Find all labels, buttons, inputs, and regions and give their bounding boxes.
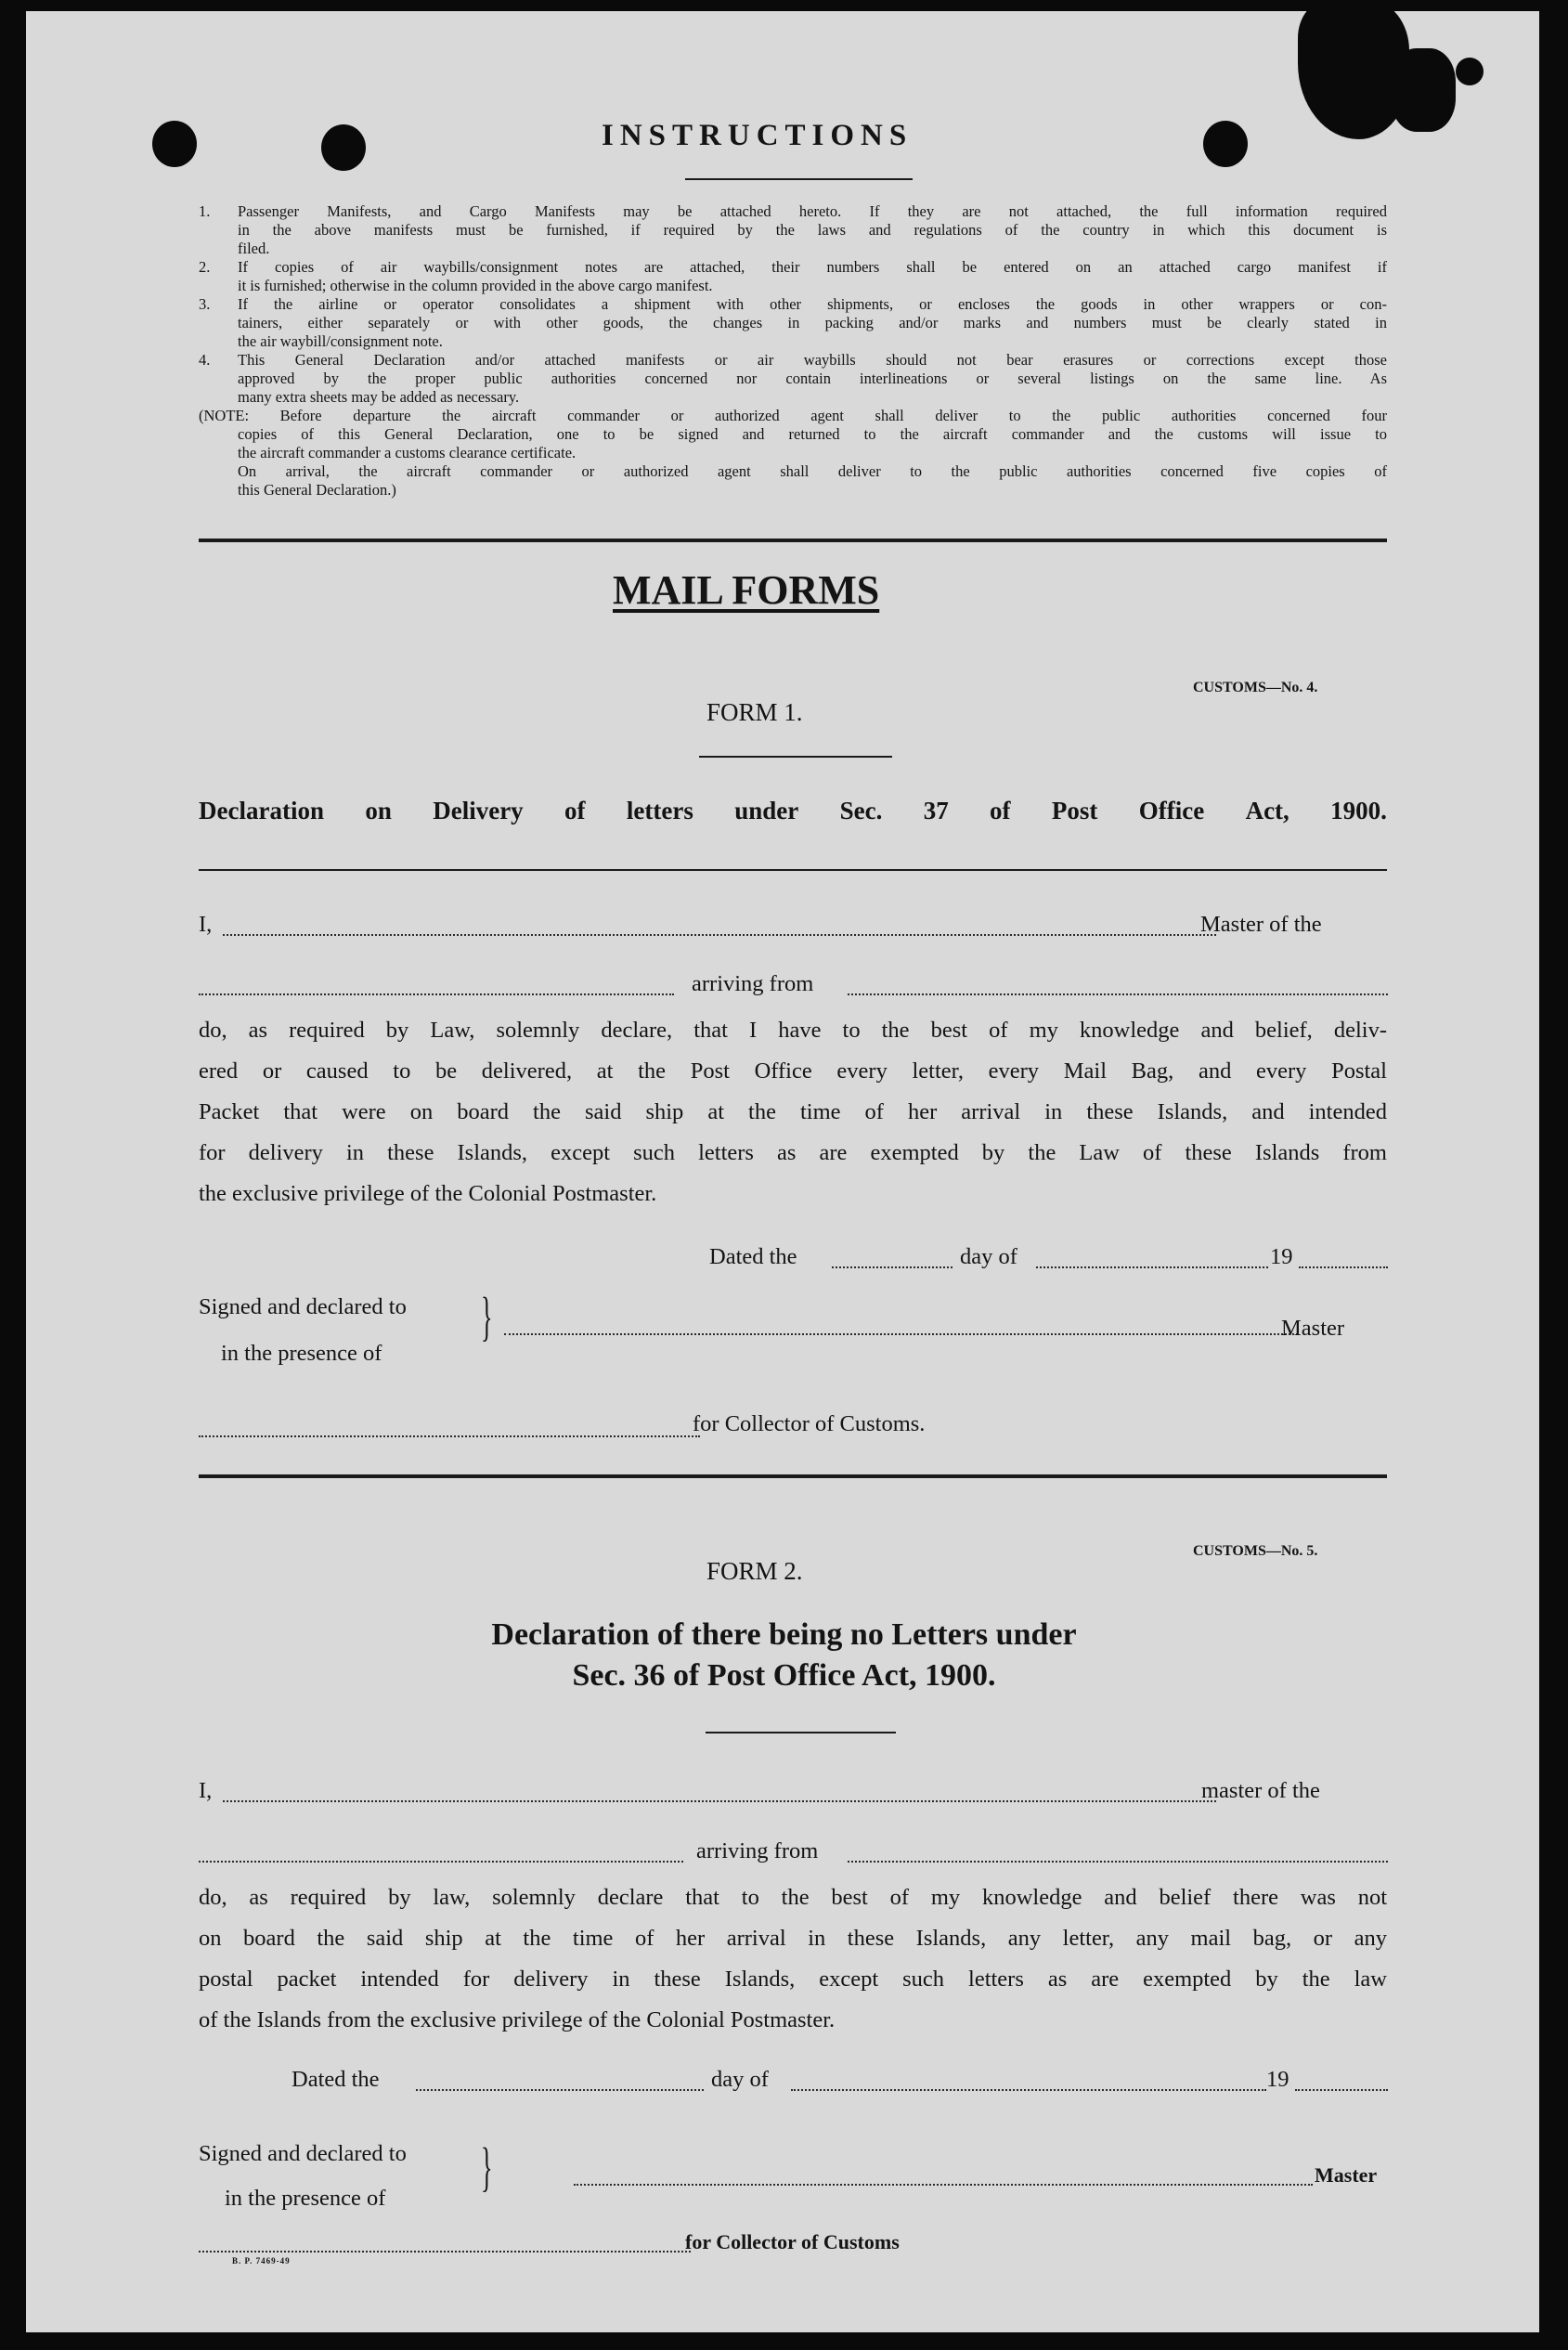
instruction-line: the air waybill/consignment note.	[238, 332, 443, 350]
form1-master-signature-field[interactable]	[504, 1333, 1298, 1335]
form1-arriving-from: arriving from	[692, 971, 814, 996]
stain-top-right-3	[1456, 58, 1484, 85]
form1-heading-word: letters	[626, 797, 693, 824]
form2-date-day-field[interactable]	[416, 2089, 704, 2091]
form2-label: FORM 2.	[706, 1557, 803, 1585]
form2-arriving-from-field[interactable]	[848, 1861, 1388, 1863]
form1-heading-word: on	[365, 797, 392, 824]
form1-collector-signature-field[interactable]	[199, 1435, 700, 1437]
form2-body-line: do, as required by law, solemnly declare that to the best of my knowledge and belief there was not	[199, 1885, 1387, 1910]
form2-ship-name-field[interactable]	[199, 1861, 683, 1863]
form2-body-line: of the Islands from the exclusive privilege of the Colonial Postmaster.	[199, 2007, 836, 2032]
form2-heading-underline	[706, 1732, 896, 1733]
form1-dated-the: Dated the	[709, 1244, 797, 1269]
form2-heading-line2: Sec. 36 of Post Office Act, 1900.	[572, 1658, 996, 1693]
form2-master-name-field[interactable]	[223, 1800, 1216, 1802]
instruction-line: Passenger Manifests, and Cargo Manifests may be attached hereto. If they are not attached, the full information required	[238, 202, 1387, 220]
instruction-line: tainers, either separately or with other goods, the changes in packing and/or marks and numbers must be clearly stated in	[238, 314, 1387, 331]
form1-label: FORM 1.	[706, 698, 803, 726]
instruction-note-line: copies of this General Declaration, one to be signed and returned to the aircraft commander and the customs will issue to	[238, 425, 1387, 443]
form1-date-day-field[interactable]	[832, 1266, 952, 1268]
form2-year-prefix: 19	[1266, 2067, 1289, 2092]
instruction-note-line: On arrival, the aircraft commander or authorized agent shall deliver to the public authorities concerned five copies of	[238, 462, 1387, 480]
instruction-note-line: (NOTE: Before departure the aircraft commander or authorized agent shall deliver to the public authorities concerned four	[199, 407, 1387, 424]
form2-brace: }	[481, 2136, 493, 2197]
form1-signed-declared: Signed and declared to	[199, 1294, 407, 1319]
form2-body-line: postal packet intended for delivery in these Islands, except such letters as are exempted by the law	[199, 1967, 1387, 1992]
form2-presence-of: in the presence of	[225, 2186, 386, 2211]
form1-arriving-from-field[interactable]	[848, 993, 1388, 995]
form2-heading-line1: Declaration of there being no Letters under	[491, 1617, 1077, 1652]
form1-date-month-field[interactable]	[1036, 1266, 1268, 1268]
form2-master-signature-field[interactable]	[574, 2184, 1313, 2186]
instruction-line: filed.	[238, 240, 270, 257]
form2-i-label: I,	[199, 1778, 213, 1803]
form2-day-of: day of	[711, 2067, 769, 2092]
form1-year-prefix: 19	[1270, 1244, 1293, 1269]
form1-brace: }	[481, 1286, 493, 1346]
instruction-line: If copies of air waybills/consignment notes are attached, their numbers shall be entered on an attached cargo manifest if	[238, 258, 1387, 276]
form1-heading-rule	[199, 869, 1387, 871]
form2-collector-label: for Collector of Customs	[685, 2230, 900, 2253]
form1-master-of-the: Master of the	[1200, 912, 1322, 937]
form1-i-label: I,	[199, 912, 213, 937]
instruction-line: If the airline or operator consolidates a shipment with other shipments, or encloses the goods in other wrappers or con-	[238, 295, 1387, 313]
instruction-note-line: this General Declaration.)	[238, 481, 396, 499]
punch-hole-left-2	[321, 124, 366, 171]
instruction-number: 3.	[199, 295, 211, 313]
form1-heading-word: Post	[1051, 797, 1098, 824]
section-divider-middle	[199, 1474, 1387, 1478]
instruction-line: in the above manifests must be furnished, if required by the laws and regulations of the country in which this document is	[238, 221, 1387, 239]
form1-body-line: Packet that were on board the said ship at the time of her arrival in these Islands, and intended	[199, 1099, 1387, 1124]
instruction-line: many extra sheets may be added as necessary.	[238, 388, 520, 406]
instructions-title: INSTRUCTIONS	[602, 119, 914, 152]
form2-master-of-the: master of the	[1201, 1778, 1320, 1803]
form1-heading-word: Office	[1138, 797, 1205, 824]
form1-heading-word: Act,	[1245, 797, 1289, 824]
instruction-line: it is furnished; otherwise in the column provided in the above cargo manifest.	[238, 277, 713, 294]
form2-arriving-from: arriving from	[696, 1838, 819, 1863]
form1-heading-word: of	[990, 797, 1011, 824]
form1-body-line: ered or caused to be delivered, at the Post Office every letter, every Mail Bag, and every Postal	[199, 1058, 1387, 1084]
form2-year-field[interactable]	[1295, 2089, 1388, 2091]
form1-heading-word: 37	[923, 797, 949, 824]
form2-signed-declared: Signed and declared to	[199, 2141, 407, 2166]
document-page	[26, 11, 1539, 2332]
form1-day-of: day of	[960, 1244, 1017, 1269]
form1-year-field[interactable]	[1299, 1266, 1388, 1268]
punch-hole-right	[1203, 121, 1248, 167]
form1-heading-word: Sec.	[839, 797, 883, 824]
form1-heading-word: under	[734, 797, 799, 824]
instruction-line: This General Declaration and/or attached manifests or air waybills should not bear erasures or corrections except those	[238, 351, 1387, 369]
form2-master-label: Master	[1315, 2163, 1378, 2187]
form1-master-label: Master	[1281, 1316, 1345, 1341]
stain-top-right-2	[1391, 48, 1456, 132]
instruction-number: 1.	[199, 202, 211, 220]
form1-heading-word: Delivery	[433, 797, 524, 824]
form1-label-underline	[699, 756, 892, 758]
section-divider-top	[199, 539, 1387, 542]
form1-body-line: do, as required by Law, solemnly declare, that I have to the best of my knowledge and belief, deliv-	[199, 1018, 1387, 1043]
instruction-number: 2.	[199, 258, 211, 276]
form1-body-line: for delivery in these Islands, except such letters as are exempted by the Law of these Islands from	[199, 1140, 1387, 1165]
footer-print-code: B. P. 7469-49	[232, 2256, 291, 2266]
instructions-underline	[685, 178, 913, 180]
instruction-line: approved by the proper public authorities concerned nor contain interlineations or several listings on the same line. As	[238, 370, 1387, 387]
form1-heading	[199, 797, 1387, 830]
form1-customs-number: CUSTOMS—No. 4.	[1193, 680, 1318, 695]
form2-customs-number: CUSTOMS—No. 5.	[1193, 1543, 1318, 1559]
form1-body-line: the exclusive privilege of the Colonial Postmaster.	[199, 1181, 657, 1206]
form2-body-line: on board the said ship at the time of her arrival in these Islands, any letter, any mail bag, or any	[199, 1926, 1387, 1951]
mail-forms-title: MAIL FORMS	[613, 567, 880, 613]
form1-heading-word: 1900.	[1330, 797, 1387, 824]
form2-date-month-field[interactable]	[791, 2089, 1266, 2091]
punch-hole-left	[152, 121, 197, 167]
form1-presence-of: in the presence of	[221, 1341, 382, 1366]
form1-collector-label: for Collector of Customs.	[693, 1411, 926, 1436]
instruction-note-line: the aircraft commander a customs clearance certificate.	[238, 444, 577, 461]
form1-ship-name-field[interactable]	[199, 993, 674, 995]
form2-dated-the: Dated the	[292, 2067, 380, 2092]
form1-master-name-field[interactable]	[223, 934, 1216, 936]
form2-collector-signature-field[interactable]	[199, 2251, 691, 2253]
form1-heading-word: Declaration	[199, 797, 324, 824]
form1-heading-word: of	[564, 797, 586, 824]
instruction-number: 4.	[199, 351, 211, 369]
